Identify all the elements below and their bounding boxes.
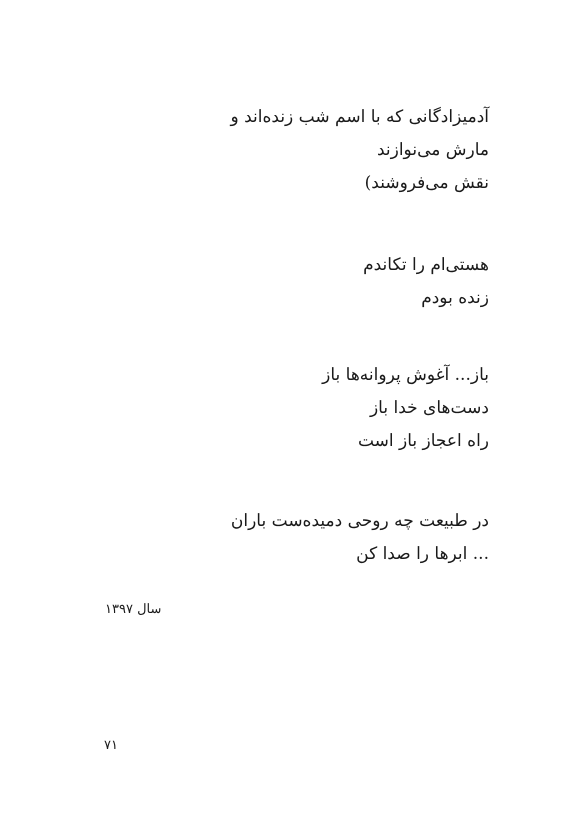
- page-number: ۷۱: [104, 738, 118, 753]
- poem-line: هستی‌ام را تکاندم: [363, 255, 489, 275]
- poem-line: راه اعجاز باز است: [357, 431, 489, 451]
- poem-line: دست‌های خدا باز: [369, 398, 489, 418]
- poem-line: آدمیزادگانی که با اسم شب زنده‌اند و: [230, 107, 489, 127]
- poem-stanza-1: [69, 101, 489, 200]
- poem-stanza-4: [69, 505, 489, 571]
- poem-stanza-3: [69, 359, 489, 458]
- poem-line: باز... آغوش پروانه‌ها باز: [322, 365, 489, 385]
- poem-stanza-2: [69, 249, 489, 315]
- poem-line: نقش می‌فروشند): [364, 173, 489, 193]
- poem-line: زنده بودم: [421, 288, 489, 308]
- poem-line: در طبیعت چه روحی دمیده‌ست باران: [230, 511, 489, 531]
- poem-line: ... ابرها را صدا کن: [356, 544, 489, 564]
- poem-date: سال ۱۳۹۷: [105, 602, 162, 617]
- poem-line: مارش می‌نوازند: [376, 140, 489, 160]
